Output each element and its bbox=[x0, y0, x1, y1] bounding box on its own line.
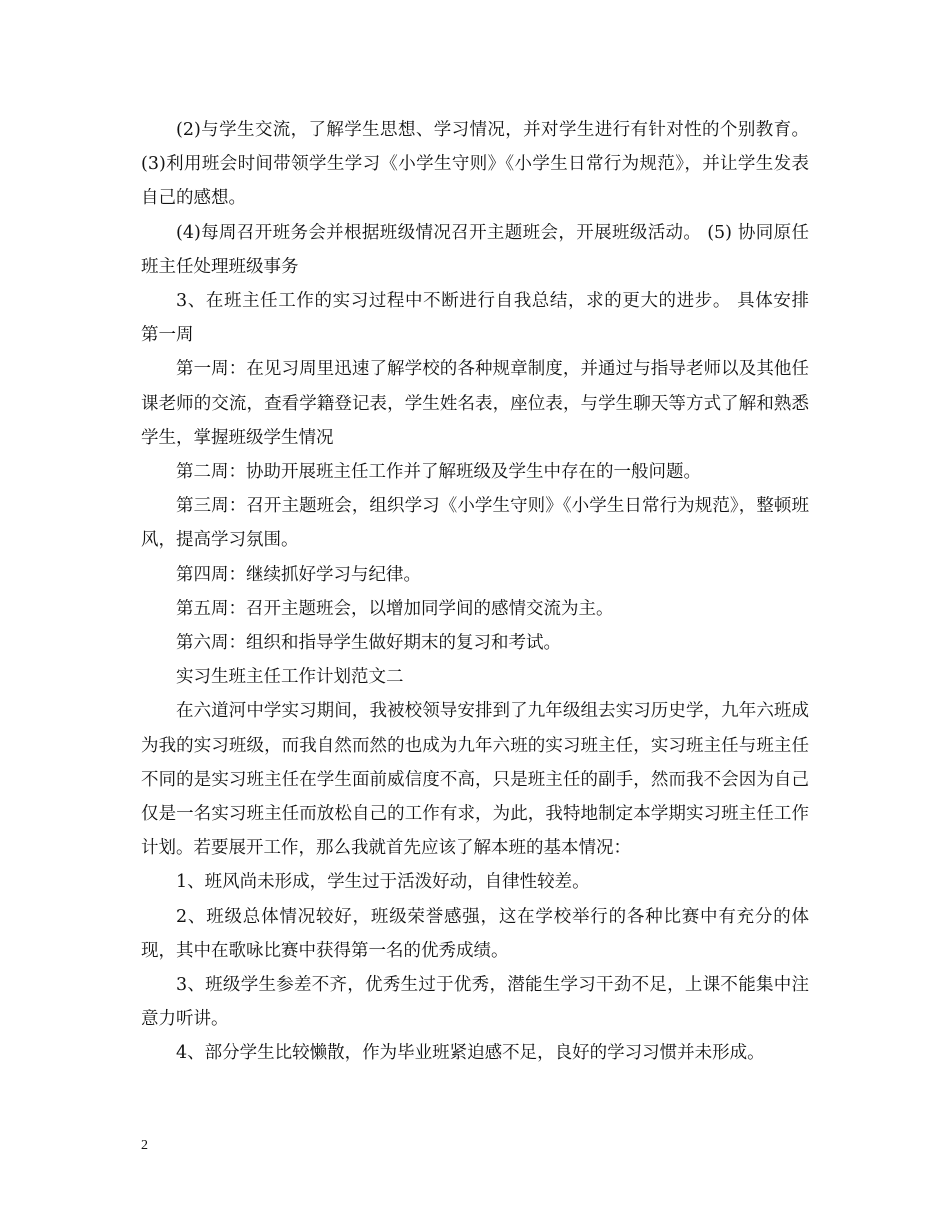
paragraph: 第六周：组织和指导学生做好期末的复习和考试。 bbox=[176, 633, 561, 654]
paragraph: 第一周：在见习周里迅速了解学校的各种规章制度，并通过与指导老师以及其他任课老师的交流，查看学籍登记表，学生姓名表，座位表，与学生聊天等方式了解和熟悉学生，掌握班级学生情况 bbox=[141, 359, 809, 448]
paragraph: 第四周：继续抓好学习与纪律。 bbox=[176, 564, 421, 585]
paragraph: 2、班级总体情况较好，班级荣誉感强，这在学校举行的各种比赛中有充分的体现，其中在歌咏比赛中获得第一名的优秀成绩。 bbox=[141, 906, 809, 961]
section-heading: 实习生班主任工作计划范文二 bbox=[176, 667, 404, 688]
paragraph: 4、部分学生比较懒散，作为毕业班紧迫感不足，良好的学习习惯并未形成。 bbox=[176, 1043, 765, 1064]
paragraph: 第三周：召开主题班会，组织学习《小学生守则》《小学生日常行为规范》，整顿班风，提高学习氛围。 bbox=[141, 496, 809, 551]
paragraph: 1、班风尚未形成，学生过于活泼好动，自律性较差。 bbox=[176, 872, 590, 893]
page-number: 2 bbox=[141, 1138, 148, 1153]
document-body bbox=[141, 113, 809, 1071]
paragraph: (4)每周召开班务会并根据班级情况召开主题班会，开展班级活动。 (5) 协同原任班主任处理班级事务 bbox=[141, 222, 809, 277]
paragraph: 3、班级学生参差不齐，优秀生过于优秀，潜能生学习干劲不足，上课不能集中注意力听讲。 bbox=[141, 975, 809, 1030]
paragraph: 第二周：协助开展班主任工作并了解班级及学生中存在的一般问题。 bbox=[176, 462, 701, 483]
paragraph: 在六道河中学实习期间，我被校领导安排到了九年级组去实习历史学，九年六班成为我的实习班级，而我自然而然的也成为九年六班的实习班主任，实习班主任与班主任不同的是实习班主任在学生面前威信度不高，只是班主任的副手，然而我不会因为自己仅是一名实习班主任而放松自己的工作有求，为此，我特地制定本学期实习班主任工作计划。若要展开工作，那么我就首先应该了解本班的基本情况： bbox=[141, 701, 809, 859]
paragraph: 第五周：召开主题班会，以增加同学间的感情交流为主。 bbox=[176, 598, 614, 619]
paragraph: (2)与学生交流，了解学生思想、学习情况，并对学生进行有针对性的个别教育。 (3)利用班会时间带领学生学习《小学生守则》《小学生日常行为规范》，并让学生发表自己的感想。 bbox=[141, 120, 809, 209]
paragraph: 3、在班主任工作的实习过程中不断进行自我总结，求的更大的进步。 具体安排 第一周 bbox=[141, 291, 809, 346]
